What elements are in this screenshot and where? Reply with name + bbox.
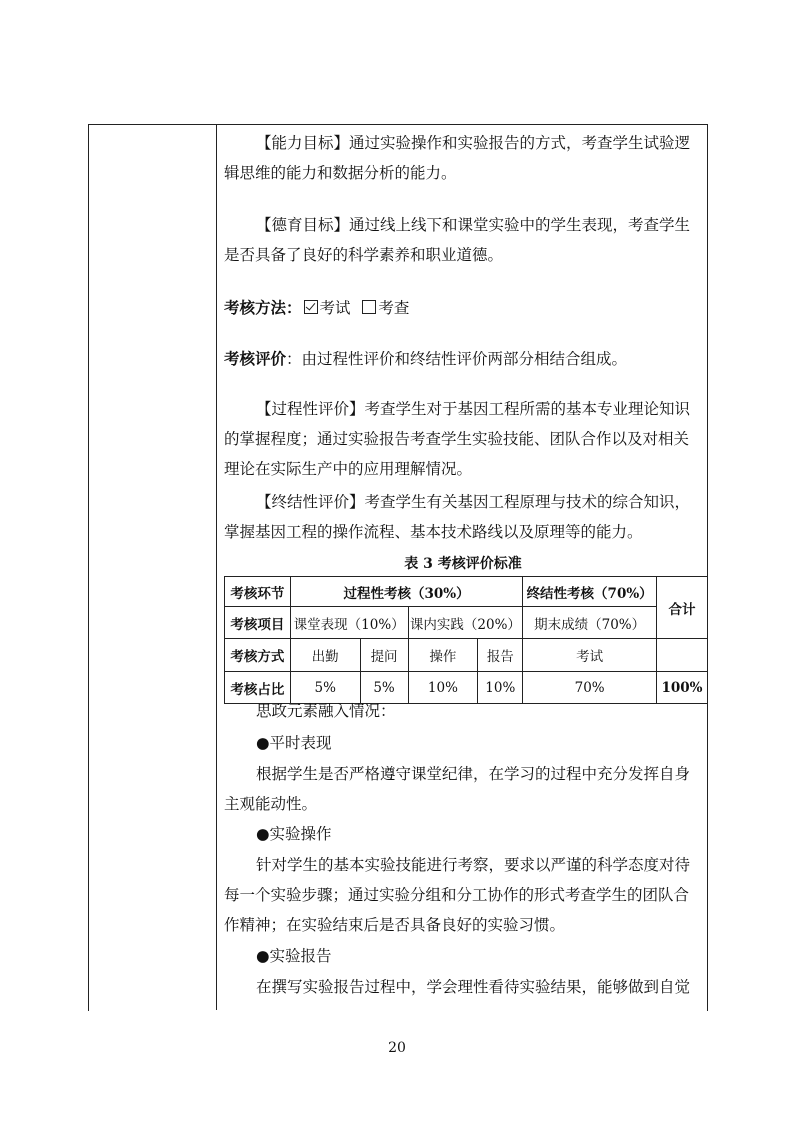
ideology-intro: 思政元素融入情况： <box>256 702 396 720</box>
table-cell: 课堂表现（10%） <box>290 607 408 639</box>
table-cell: 10% <box>478 672 523 704</box>
table-cell: 过程性考核（30%） <box>290 577 523 607</box>
ideology-text-performance: 根据学生是否严格遵守课堂纪律，在学习的过程中充分发挥自身主观能动性。 <box>224 765 691 813</box>
eval-label: 考核评价 <box>224 349 287 368</box>
process-eval-paragraph: 【过程性评价】考查学生对于基因工程所需的基本专业理论知识的掌握程度；通过实验报告考查学生实验技能、团队合作以及对相关理论在实际生产中的应用理解情况。 <box>224 400 691 478</box>
table-cell: 10% <box>408 672 478 704</box>
method-check: 考查 <box>378 299 410 317</box>
table-cell: 考核环节 <box>225 577 291 607</box>
ability-goal-paragraph: 【能力目标】通过实验操作和实验报告的方式，考查学生试验逻辑思维的能力和数据分析的能力。 <box>224 134 691 182</box>
ideology-text-operation: 针对学生的基本实验技能进行考察，要求以严谨的科学态度对待每一个实验步骤；通过实验分组和分工协作的形式考查学生的团队合作精神；在实验结束后是否具备良好的实验习惯。 <box>224 856 691 934</box>
method-label: 考核方法： <box>224 298 302 317</box>
ideology-heading-report: ●实验报告 <box>256 947 332 965</box>
table-cell: 课内实践（20%） <box>408 607 523 639</box>
page-number: 20 <box>388 1040 406 1056</box>
table-cell: 考核项目 <box>225 607 291 639</box>
table-cell: 考核方式 <box>225 639 291 672</box>
table-cell: 终结性考核（70%） <box>523 577 657 607</box>
ideology-heading-operation: ●实验操作 <box>256 825 332 843</box>
checkbox-unchecked-icon <box>362 300 376 314</box>
table-row <box>225 607 708 639</box>
final-eval-paragraph: 【终结性评价】考查学生有关基因工程原理与技术的综合知识，掌握基因工程的操作流程、基本技术路线以及原理等的能力。 <box>224 493 691 541</box>
assessment-method-line <box>224 293 702 323</box>
table-cell <box>656 639 707 672</box>
table-cell: 操作 <box>408 639 478 672</box>
table-cell: 考试 <box>523 639 657 672</box>
table-cell: 提问 <box>360 639 408 672</box>
table-row <box>225 577 708 607</box>
table-cell: 5% <box>290 672 360 704</box>
table-cell: 期末成绩（70%） <box>523 607 657 639</box>
table-cell-total-header: 合计 <box>656 577 707 639</box>
table-cell: 报告 <box>478 639 523 672</box>
checkbox-checked-icon <box>304 300 318 314</box>
ideology-text-report: 在撰写实验报告过程中，学会理性看待实验结果，能够做到自觉 <box>256 978 691 996</box>
table-cell: 5% <box>360 672 408 704</box>
method-exam: 考试 <box>319 299 351 317</box>
table-cell: 70% <box>523 672 657 704</box>
table-row <box>225 639 708 672</box>
eval-text: ：由过程性评价和终结性评价两部分相结合组成。 <box>286 350 628 368</box>
moral-goal-paragraph: 【德育目标】通过线上线下和课堂实验中的学生表现，考查学生是否具备了良好的科学素养和职业道德。 <box>224 216 691 264</box>
column-divider <box>216 124 217 1010</box>
assessment-eval-line <box>224 344 702 374</box>
table-cell: 出勤 <box>290 639 360 672</box>
table-caption: 表 3 考核评价标准 <box>404 556 522 572</box>
assessment-table <box>224 576 708 704</box>
table-cell: 考核占比 <box>225 672 291 704</box>
ideology-heading-performance: ●平时表现 <box>256 734 332 752</box>
table-cell: 100% <box>656 672 707 704</box>
